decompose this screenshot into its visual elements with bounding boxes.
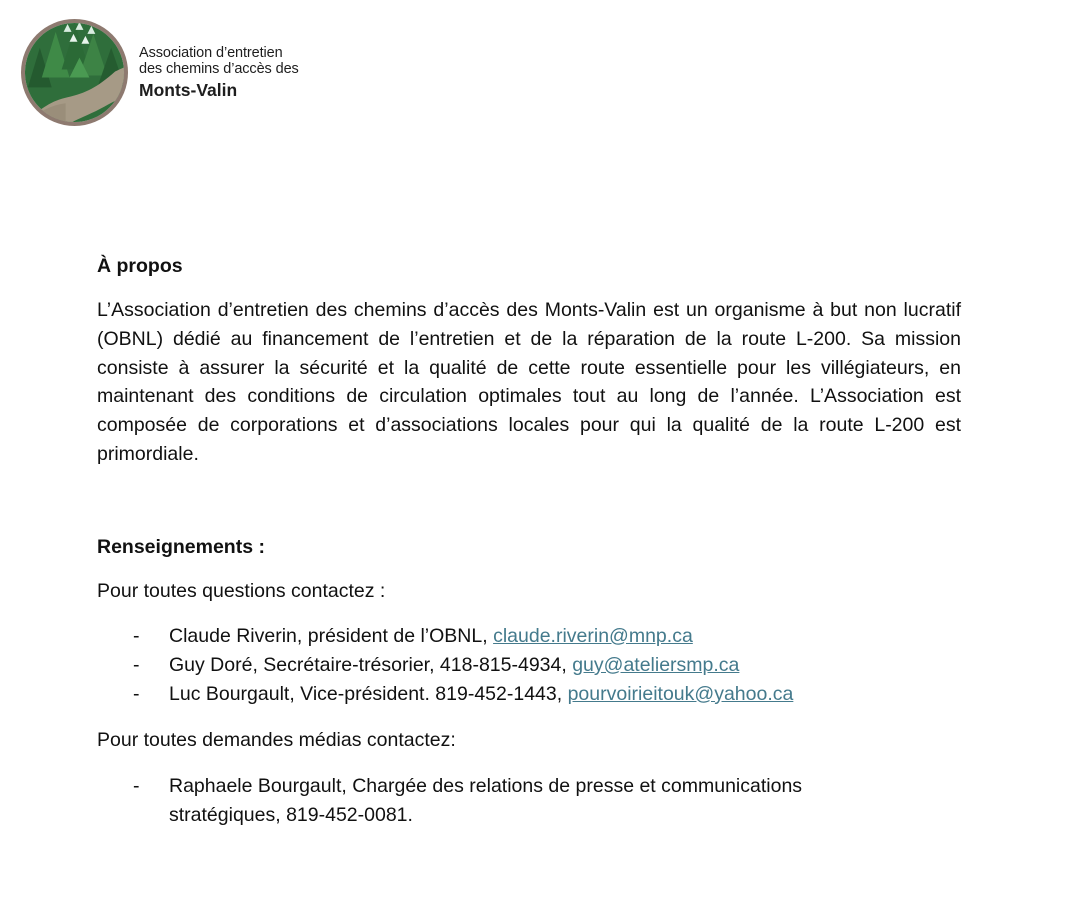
- media-lead: Pour toutes demandes médias contactez:: [97, 728, 456, 751]
- email-link-claude-riverin[interactable]: claude.riverin@mnp.ca: [493, 624, 693, 647]
- brand-name: [139, 45, 299, 101]
- about-paragraph: L’Association d’entretien des chemins d’accès des Monts-Valin est un organisme à but non lucratif (OBNL) dédié au financement de l’entretien et de la réparation de la route L-200. Sa mission consiste à assurer la sécurité et la qualité de cette route essentielle pour les villégiateurs, en maintenant des conditions de circulation optimales tout au long de l’année. L’Association est composée de corporations et d’associations locales pour qui la qualité de la route L-200 est primordiale.: [97, 299, 961, 465]
- media-contact-text: Raphaele Bourgault, Chargée des relations de presse et communications stratégiques, 819-452-0081.: [169, 774, 803, 826]
- email-link-guy-dore[interactable]: guy@ateliersmp.ca: [572, 653, 740, 676]
- header: [20, 18, 299, 127]
- about-heading: À propos: [97, 255, 183, 277]
- list-bullet: -: [133, 624, 140, 647]
- list-item: [97, 772, 961, 830]
- email-link-luc-bourgault[interactable]: pourvoirieitouk@yahoo.ca: [567, 682, 794, 705]
- main-content: [97, 252, 961, 830]
- brand-line-1: Association d’entretien: [139, 44, 283, 61]
- list-item: [97, 622, 961, 651]
- contact-list: [97, 622, 961, 709]
- list-bullet: -: [133, 774, 140, 797]
- contact-text: Guy Doré, Secrétaire-trésorier, 418-815-4934,: [169, 653, 573, 676]
- contact-text: Luc Bourgault, Vice-président. 819-452-1443,: [169, 682, 568, 705]
- media-contact-list: [97, 772, 961, 830]
- list-item: [97, 651, 961, 680]
- contact-text: Claude Riverin, président de l’OBNL,: [169, 624, 494, 647]
- info-heading: Renseignements :: [97, 535, 265, 558]
- brand-line-3: Monts-Valin: [139, 79, 238, 100]
- list-item: [97, 680, 961, 709]
- logo-icon: [20, 18, 129, 127]
- questions-lead: Pour toutes questions contactez :: [97, 579, 386, 602]
- list-bullet: -: [133, 653, 140, 676]
- list-bullet: -: [133, 682, 140, 705]
- brand-line-2: des chemins d’accès des: [139, 60, 299, 77]
